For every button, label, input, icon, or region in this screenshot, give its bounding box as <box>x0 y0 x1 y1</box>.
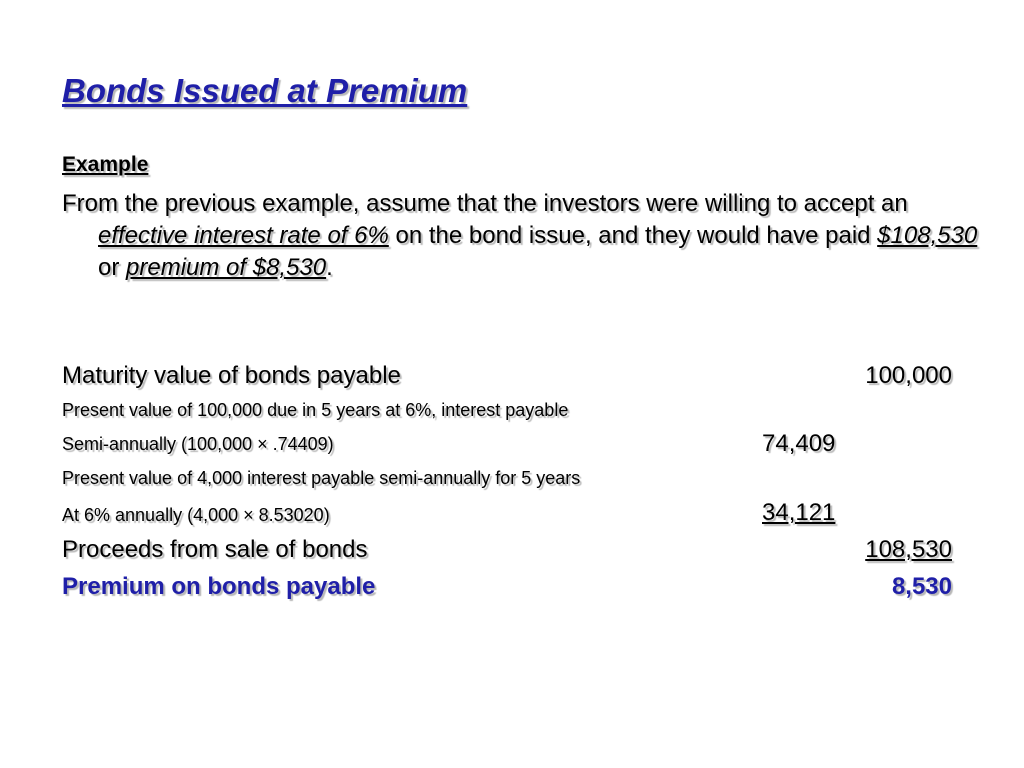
pv-interest-line2: At 6% annually (4,000 × 8.53020) <box>62 505 330 525</box>
example-subheading: Example <box>62 153 149 176</box>
proceeds-amount: 108,530 <box>865 536 952 563</box>
pv-principal-line1: Present value of 100,000 due in 5 years at 6%, interest payable <box>62 400 569 420</box>
effective-rate-emphasis: effective interest rate of 6% <box>98 222 389 249</box>
price-emphasis: $108,530 <box>877 222 978 249</box>
premium-emphasis: premium of $8,530 <box>126 254 327 281</box>
pv-interest-line1: Present value of 4,000 interest payable semi-annually for 5 years <box>62 468 581 488</box>
maturity-value-label: Maturity value of bonds payable <box>62 362 401 389</box>
intro-text-2: on the bond issue, and they would have paid <box>388 222 878 249</box>
maturity-value-amount: 100,000 <box>865 362 952 389</box>
slide-title: Bonds Issued at Premium <box>62 72 468 109</box>
proceeds-label: Proceeds from sale of bonds <box>62 536 368 563</box>
pv-principal-amount: 74,409 <box>762 430 836 457</box>
intro-text-3: or <box>98 254 127 281</box>
intro-paragraph <box>62 188 998 284</box>
intro-text-4: . <box>326 254 333 281</box>
intro-text-1: From the previous example, assume that the investors were willing to accept an <box>62 190 908 217</box>
premium-label: Premium on bonds payable <box>62 573 376 600</box>
pv-principal-line2: Semi-annually (100,000 × .74409) <box>62 434 334 454</box>
premium-amount: 8,530 <box>891 573 952 600</box>
pv-interest-amount: 34,121 <box>762 499 836 526</box>
